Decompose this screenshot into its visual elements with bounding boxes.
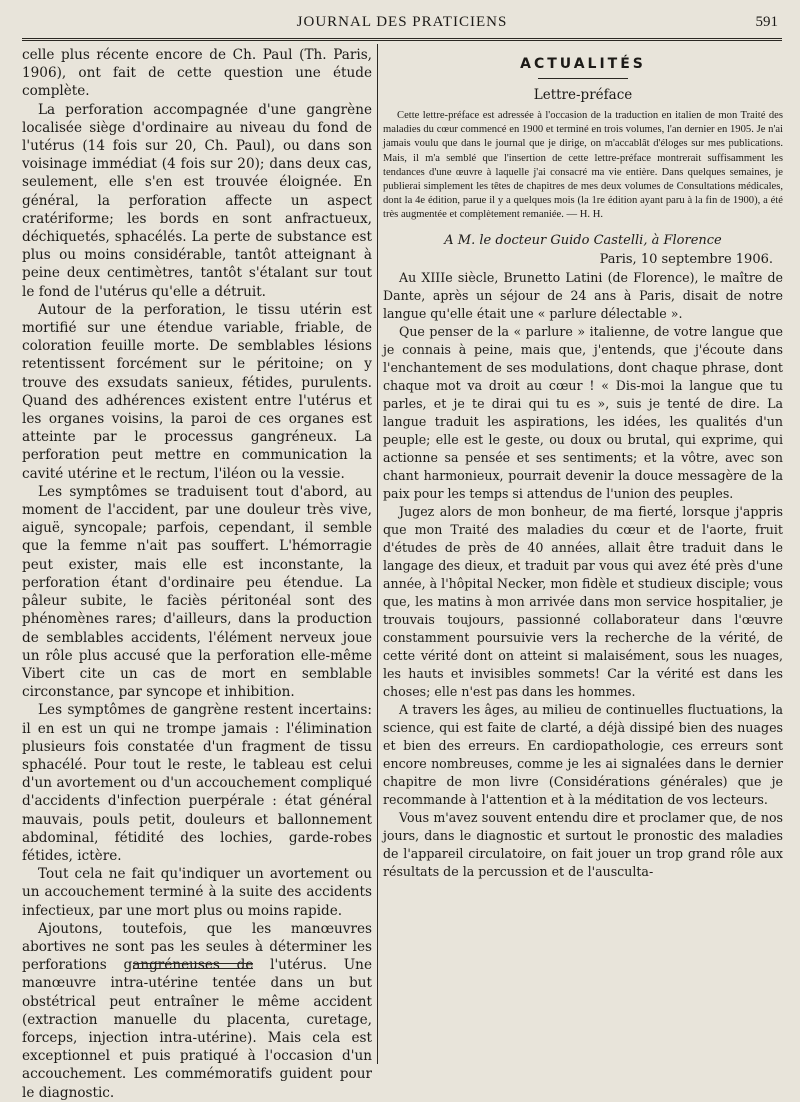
section-rule — [538, 78, 628, 79]
header-rule — [22, 38, 782, 39]
paragraph: Les symptômes de gangrène restent incertains: il en est un qui ne trompe jamais : l'élimination plusieurs fois constatée d'un fragment de tissu sphacélé. Pour tout le reste, le tableau est celui d'un avortement ou d'un accouchement compliqué d'accidents d'infection puerpérale : état général mauvais, pouls petit, douleurs et ballonnement abdominal, fétidité des lochies, garde-robes fétides, ictère. — [22, 702, 372, 864]
paragraph: Jugez alors de mon bonheur, de ma fierté, lorsque j'appris que mon Traité des maladies du cœur et de l'aorte, fruit d'études de près de 40 années, allait être traduit dans le langage des dieux, et traduit par vous qui avez été près d'une année, à l'hôpital Necker, mon fidèle et studieux disciple; vous que, les matins à mon arrivée dans mon service hospitalier, je trouvais toujours, passionné collaborateur dans l'œuvre constamment poursuivie vers la recherche de la vérité, de cette vérité dont on atteint si malaisément, sous les nuages, les hauts et invisibles sommets! Car la vérité est dans les choses; elle n'est pas dans les hommes. — [383, 503, 783, 699]
article-end-rule — [133, 963, 253, 969]
paragraph: celle plus récente encore de Ch. Paul (Th. Paris, 1906), ont fait de cette question une étude complète. — [22, 47, 372, 100]
paragraph: Autour de la perforation, le tissu utérin est mortifié sur une étendue variable, friable, de coloration feuille morte. De semblables lésions retentissent forcément sur le péritoine; on y trouve des exsudats sanieux, fétides, purulents. Quand des adhérences existent entre l'utérus et les organes voisins, la paroi de ces organes est atteinte par le processus gangréneux. La perforation peut mettre en communication la cavité utérine et le rectum, l'iléon ou la vessie. — [22, 301, 372, 482]
paragraph: A travers les âges, au milieu de continuelles fluctuations, la science, qui est faite de clarté, a déjà dissipé bien des nuages et bien des erreurs. En cardiopathologie, ces erreurs sont encore nombreuses, comme je les ai signalées dans le dernier chapitre de mon livre (Considérations générales) que je recommande à l'attention et à la méditation de vos lecteurs. — [383, 701, 783, 807]
addressee: A M. le docteur Guido Castelli, à Florence — [444, 232, 722, 248]
section-title: ACTUALITÉS — [520, 56, 646, 72]
journal-title: JOURNAL DES PRATICIENS — [296, 14, 508, 30]
paragraph: La perforation accompagnée d'une gangrène localisée siège d'ordinaire au niveau du fond de l'utérus (14 fois sur 20, Ch. Paul), ou dans son voisinage immédiat (4 fois sur 20); dans deux cas, seulement, elle s'en est trouvée éloignée. En général, la perforation affecte un aspect cratériforme; les bords en sont anfractueux, déchiquetés, sphacélés. La perte de substance est plus ou moins considérable, tantôt atteignant à peine deux centimètres, tantôt s'étalant sur tout le fond de l'utérus qu'elle a détruit. — [22, 101, 372, 300]
paragraph: Que penser de la « parlure » italienne, de votre langue que je connais à peine, mais que, j'entends, que j'écoute dans l'enchantement de ses modulations, dont chaque phrase, dont chaque mot va droit au cœur ! « Dis-moi la langue que tu parles, et je te dirai qui tu es », suis je tenté de dire. La langue traduit les aspirations, les idées, les qualités d'un peuple; elle est le geste, ou doux ou brutal, qui exprime, qui actionne sa pensée et ses sentiments; et la vôtre, avec son chant harmonieux, pourrait devenir la douce messagère de la paix pour les temps si attendus de l'union des peuples. — [383, 323, 783, 501]
paragraph: Au XIIIe siècle, Brunetto Latini (de Florence), le maître de Dante, après un séjour de 24 ans à Paris, disait de notre langue qu'elle était une « parlure délectable ». — [383, 269, 783, 321]
preface-note: Cette lettre-préface est adressée à l'occasion de la traduction en italien de mon Traité des maladies du cœur commencé en 1900 et terminé en trois volumes, l'an dernier en 1905. Je n'ai jamais voulu que dans le journal que je dirige, on m'accablât d'éloges sur mes publications. Mais, il m'a semblé que l'insertion de cette lettre-préface montrerait suffisamment les tendances d'une œuvre à laquelle j'ai consacré ma vie entière. Dans quelques semaines, je publierai simplement les têtes de chapitres de mes deux volumes de Consultations médicales, dont la 4e édition, parue il y a quelques mois (la 1re édition ayant paru à la fin de 1900), a été très augmentée et complètement remaniée. — H. H. — [383, 110, 783, 221]
header-rule-double — [22, 40, 782, 41]
page-header — [22, 12, 782, 36]
paragraph: Ajoutons, toutefois, que les manœuvres abortives ne sont pas les seules à déterminer les perforations gangréneuses de l'utérus. Une manœuvre intra-utérine tentée dans un but obstétrical peut entraîner le même accident (extraction manuelle du placenta, curetage, forceps, injection intra-utérine). Mais cela est exceptionnel et puis pratiqué à l'occasion d'un accouchement. Les commémoratifs guident pour le diagnostic. — [22, 920, 372, 1101]
article-subtitle: Lettre-préface — [533, 87, 633, 103]
paragraph: Vous m'avez souvent entendu dire et proclamer que, de nos jours, dans le diagnostic et surtout le pronostic des maladies de l'appareil circulatoire, on fait jouer un trop grand rôle aux résultats de la percussion et de l'ausculta- — [383, 809, 783, 879]
left-column — [22, 46, 372, 1101]
right-column — [383, 54, 783, 1062]
paragraph: Tout cela ne fait qu'indiquer un avortement ou un accouchement terminé à la suite des accidents infectieux, par une mort plus ou moins rapide. — [22, 866, 372, 919]
paragraph: Les symptômes se traduisent tout d'abord, au moment de l'accident, par une douleur très vive, aiguë, syncopale; parfois, cependant, il semble que la femme n'ait pas souffert. L'hémorragie peut exister, mais elle est inconstante, la perforation étant d'ordinaire peu étendue. La pâleur subite, le faciès péritonéal sont des phénomènes rares; d'ailleurs, dans la production de semblables accidents, l'élément nerveux joue un rôle plus accusé que la perforation elle-même Vibert cite un cas de mort en semblable circonstance, par syncope et inhibition. — [22, 483, 372, 701]
page-number: 591 — [755, 14, 778, 30]
dateline: Paris, 10 septembre 1906. — [599, 251, 773, 267]
column-divider — [377, 44, 378, 1064]
